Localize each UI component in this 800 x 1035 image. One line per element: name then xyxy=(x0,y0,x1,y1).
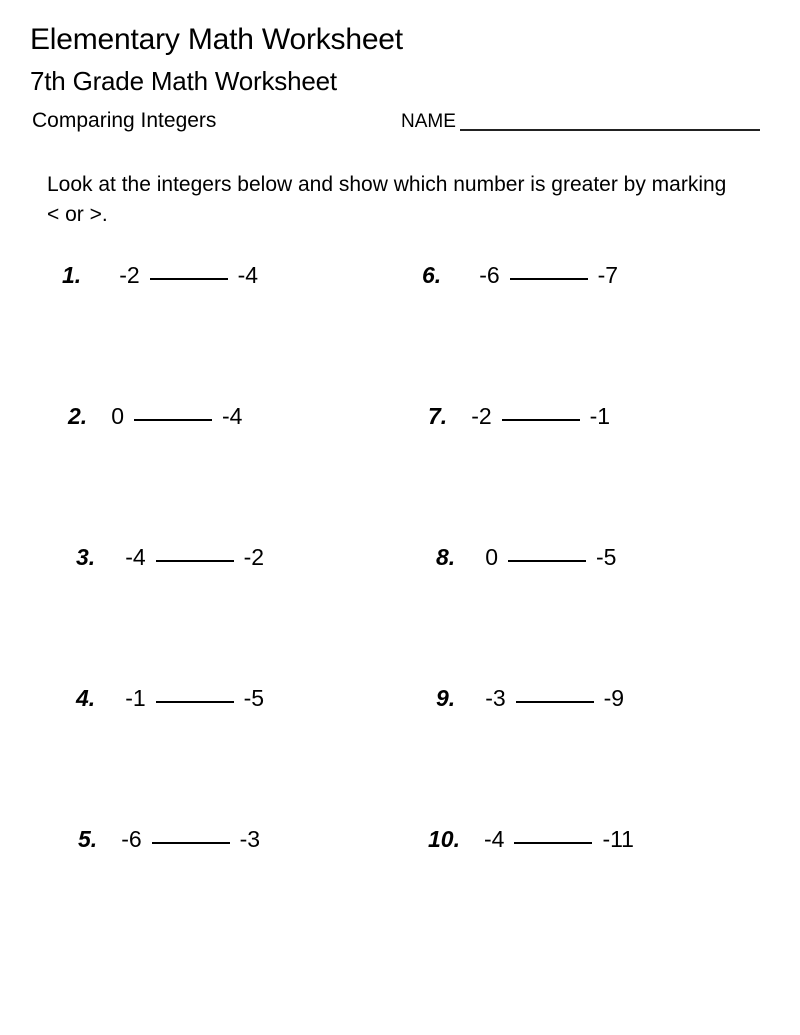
answer-blank[interactable] xyxy=(156,701,234,703)
problem-row xyxy=(0,262,800,403)
problem-row xyxy=(0,685,800,826)
problem-item-4 xyxy=(62,685,264,712)
problem-left-value: -1 xyxy=(125,685,146,711)
problem-right-value: -4 xyxy=(237,262,259,288)
name-label: NAME xyxy=(401,111,456,132)
problem-expression xyxy=(125,685,264,712)
answer-blank[interactable] xyxy=(514,842,592,844)
problem-left-value: 0 xyxy=(111,403,124,429)
problem-left-value: -4 xyxy=(483,826,505,852)
problem-expression xyxy=(125,544,264,571)
problem-expression xyxy=(121,826,260,853)
problem-row xyxy=(0,826,800,967)
problem-right-value: -5 xyxy=(595,544,617,570)
problem-right-value: -4 xyxy=(221,403,243,429)
problem-expression xyxy=(484,826,634,853)
problem-left-value: -3 xyxy=(485,685,506,711)
answer-blank[interactable] xyxy=(150,278,228,280)
problem-right-value: -11 xyxy=(602,826,634,852)
page-subtitle: 7th Grade Math Worksheet xyxy=(30,66,337,96)
problem-right-value: -2 xyxy=(243,544,265,570)
problem-item-7 xyxy=(422,403,610,430)
problem-expression xyxy=(479,262,618,289)
problem-item-1 xyxy=(62,262,258,289)
problem-number: 4. xyxy=(76,685,96,711)
problem-item-10 xyxy=(422,826,634,853)
name-field-group xyxy=(401,112,760,133)
answer-blank[interactable] xyxy=(156,560,234,562)
problem-item-2 xyxy=(62,403,242,430)
problem-number: 5. xyxy=(78,826,98,852)
problem-expression xyxy=(471,403,610,430)
worksheet-topic: Comparing Integers xyxy=(32,109,217,132)
problem-left-value: 0 xyxy=(485,544,498,570)
instructions-text: Look at the integers below and show which number is greater by marking < or >. xyxy=(47,173,727,227)
problem-left-value: -4 xyxy=(125,544,146,570)
name-input-line[interactable] xyxy=(460,129,760,131)
problem-row xyxy=(0,403,800,544)
answer-blank[interactable] xyxy=(152,842,230,844)
problem-expression xyxy=(485,544,616,571)
problem-right-value: -7 xyxy=(597,262,619,288)
answer-blank[interactable] xyxy=(516,701,594,703)
answer-blank[interactable] xyxy=(508,560,586,562)
answer-blank[interactable] xyxy=(502,419,580,421)
problem-number: 8. xyxy=(436,544,456,570)
page-title: Elementary Math Worksheet xyxy=(30,23,403,56)
answer-blank[interactable] xyxy=(510,278,588,280)
answer-blank[interactable] xyxy=(134,419,212,421)
problem-right-value: -3 xyxy=(239,826,261,852)
problem-left-value: -2 xyxy=(471,403,492,429)
problem-number: 1. xyxy=(62,262,82,288)
problem-item-9 xyxy=(422,685,624,712)
problem-left-value: -6 xyxy=(479,262,500,288)
problem-item-5 xyxy=(62,826,260,853)
problem-number: 7. xyxy=(428,403,448,429)
problem-item-3 xyxy=(62,544,264,571)
problem-number: 9. xyxy=(436,685,456,711)
problem-number: 2. xyxy=(68,403,88,429)
problem-number: 10. xyxy=(428,826,460,852)
problems-grid xyxy=(0,262,800,967)
problem-expression xyxy=(119,262,258,289)
problem-expression xyxy=(111,403,242,430)
problem-expression xyxy=(485,685,624,712)
problem-number: 3. xyxy=(76,544,96,570)
problem-right-value: -1 xyxy=(589,403,611,429)
problem-item-6 xyxy=(422,262,618,289)
problem-left-value: -6 xyxy=(121,826,142,852)
problem-item-8 xyxy=(422,544,616,571)
problem-right-value: -9 xyxy=(603,685,625,711)
problem-number: 6. xyxy=(422,262,442,288)
problem-right-value: -5 xyxy=(243,685,265,711)
problem-left-value: -2 xyxy=(119,262,140,288)
problem-row xyxy=(0,544,800,685)
